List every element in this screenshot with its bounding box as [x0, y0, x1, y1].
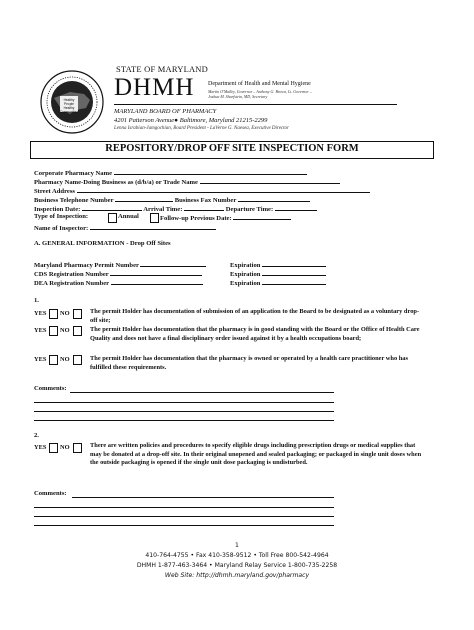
permit-number-label: Maryland Pharmacy Permit Number	[34, 262, 139, 269]
q2-no-label: NO	[60, 444, 70, 451]
q1b-no-label: NO	[60, 327, 70, 334]
type-of-inspection-label: Type of Inspection:	[34, 213, 89, 220]
dea-expiration-field	[230, 278, 326, 287]
header-divider	[114, 104, 397, 105]
permit-expiration-label: Expiration	[230, 262, 261, 269]
street-address-line[interactable]	[77, 186, 370, 193]
q1-comments-label: Comments:	[34, 385, 67, 392]
page-number: 1	[235, 542, 239, 549]
permit-expiration-field	[230, 260, 326, 269]
officials-line-1: Martin O'Malley, Governor – Anthony G. Brown, Lt. Governor –	[208, 89, 312, 94]
business-fax-line[interactable]	[238, 195, 310, 202]
dea-expiration-label: Expiration	[230, 280, 261, 287]
dhmh-seal-logo	[40, 70, 104, 134]
website-link[interactable]: http://dhmh.maryland.gov/pharmacy	[196, 572, 310, 579]
q1c-no-checkbox[interactable]	[73, 355, 82, 365]
officials-line-2: Joshua M. Sharfstein, MD, Secretary	[208, 94, 268, 99]
permit-number-line[interactable]	[140, 260, 206, 267]
department-name: Department of Health and Mental Hygiene	[208, 81, 311, 87]
q1-comment-line-4[interactable]	[34, 420, 334, 421]
inspection-date-label: Inspection Date:	[34, 206, 81, 213]
question-1-number: 1.	[34, 297, 39, 304]
q2-text: There are written policies and procedures to specify eligible drugs including prescription drugs or medical supplies that may be donated at a drop-off site. In their original unopened and sealed packaging; or packaged in single unit doses when the outside packaging is opened if the single unit dose packaging is undisturbed.	[90, 442, 422, 467]
q1-comment-line-1[interactable]	[70, 392, 334, 393]
pharmacy-dba-field	[34, 177, 340, 186]
corporate-pharmacy-name-line[interactable]	[114, 168, 307, 175]
follow-up-checkbox[interactable]	[150, 213, 159, 223]
inspection-date-line[interactable]	[82, 204, 142, 211]
inspector-name-field	[34, 223, 216, 232]
svg-text:People: People	[64, 102, 74, 106]
q2-comment-line-2[interactable]	[34, 507, 334, 508]
cds-number-field	[34, 269, 202, 278]
q1a-yes-label: YES	[34, 310, 47, 317]
section-a-heading: A. GENERAL INFORMATION - Drop Off Sites	[34, 240, 171, 247]
state-label: STATE OF MARYLAND	[116, 64, 208, 74]
cds-expiration-label: Expiration	[230, 271, 261, 278]
board-name: MARYLAND BOARD OF PHARMACY	[114, 108, 217, 115]
business-phone-label: Business Telephone Number	[34, 197, 114, 204]
previous-date-label: Previous Date:	[190, 215, 232, 222]
q2-no-checkbox[interactable]	[73, 443, 82, 453]
q1-comment-line-3[interactable]	[34, 411, 334, 412]
q1a-no-label: NO	[60, 310, 70, 317]
departure-time-label: Departure Time:	[225, 206, 274, 213]
agency-name: DHMH	[114, 74, 195, 101]
footer-website	[0, 572, 474, 579]
arrival-time-line[interactable]	[184, 204, 224, 211]
footer-contact-1: 410-764-4755 • Fax 410-358-9512 • Toll Free 800-542-4964	[145, 552, 329, 559]
dea-number-field	[34, 278, 203, 287]
pharmacy-dba-line[interactable]	[200, 177, 340, 184]
q1c-yes-checkbox[interactable]	[49, 355, 58, 365]
svg-text:Healthy: Healthy	[63, 98, 75, 102]
annual-checkbox[interactable]	[108, 213, 117, 223]
dea-number-label: DEA Registration Number	[34, 280, 109, 287]
cds-number-line[interactable]	[110, 269, 202, 276]
q1c-text: The permit Holder has documentation that the pharmacy is owned or operated by a health care practitioner who has fulfilled these requirements.	[90, 355, 408, 371]
previous-date-line[interactable]	[233, 213, 291, 220]
q2-comment-line-3[interactable]	[34, 516, 334, 517]
street-address-label: Street Address	[34, 188, 75, 195]
corporate-pharmacy-name-label: Corporate Pharmacy Name	[34, 170, 113, 177]
street-address-field	[34, 186, 370, 195]
footer-contact-2: DHMH 1-877-463-3464 • Maryland Relay Service 1-800-735-2258	[136, 562, 338, 569]
board-officials: Lenna Israbian-Jamgochian, Board President - LaVerne G. Naesea, Executive Director	[114, 126, 289, 131]
q1b-yes-checkbox[interactable]	[49, 326, 58, 336]
cds-number-label: CDS Registration Number	[34, 271, 109, 278]
form-title-box	[30, 141, 434, 159]
q2-comments-label: Comments:	[34, 490, 67, 497]
q1c-yes-label: YES	[34, 356, 47, 363]
inspector-name-line[interactable]	[90, 223, 216, 230]
departure-time-line[interactable]	[275, 204, 317, 211]
q1-comment-line-2[interactable]	[34, 402, 334, 403]
corporate-pharmacy-name-field	[34, 168, 307, 177]
q1b-no-checkbox[interactable]	[73, 326, 82, 336]
website-label: Web Site:	[164, 572, 195, 579]
q2-comment-line-1[interactable]	[72, 497, 334, 498]
cds-expiration-line[interactable]	[262, 269, 326, 276]
inspector-name-label: Name of Inspector:	[34, 225, 89, 232]
permit-expiration-line[interactable]	[262, 260, 326, 267]
q2-comment-line-4[interactable]	[34, 525, 334, 526]
dea-expiration-line[interactable]	[262, 278, 326, 285]
business-phone-field	[34, 195, 310, 204]
type-of-inspection-field	[34, 213, 88, 220]
svg-text:Healthy: Healthy	[63, 106, 75, 110]
q2-yes-label: YES	[34, 444, 47, 451]
q1a-yes-checkbox[interactable]	[49, 309, 58, 319]
svg-text:Communities: Communities	[59, 110, 79, 114]
follow-up-prev-date	[160, 213, 291, 222]
dea-number-line[interactable]	[111, 278, 203, 285]
q1a-text: The permit Holder has documentation of submission of an application to the Board to be designated as a voluntary drop-off site;	[90, 308, 420, 324]
q1b-yes-label: YES	[34, 327, 47, 334]
annual-label: Annual	[118, 213, 139, 220]
business-phone-line[interactable]	[115, 195, 173, 202]
q1b-text: The permit Holder has documentation that the pharmacy is in good standing with the Board or the Office of Health Care Quality and does not have a final disciplinary order issued against it by a health occupations board;	[90, 326, 420, 342]
q2-yes-checkbox[interactable]	[49, 443, 58, 453]
q1c-no-label: NO	[60, 356, 70, 363]
q1a-no-checkbox[interactable]	[73, 309, 82, 319]
arrival-time-label: Arrival Time:	[143, 206, 183, 213]
business-fax-label: Business Fax Number	[174, 197, 237, 204]
question-2-number: 2.	[34, 432, 39, 439]
form-title: REPOSITORY/DROP OFF SITE INSPECTION FORM	[105, 143, 359, 154]
inspection-date-field	[34, 204, 317, 213]
cds-expiration-field	[230, 269, 326, 278]
permit-number-field	[34, 260, 206, 269]
follow-up-label: Follow-up	[160, 215, 189, 222]
pharmacy-dba-label: Pharmacy Name-Doing Business as (d/b/a) or Trade Name	[34, 179, 198, 186]
board-address: 4201 Patterson Avenue● Baltimore, Maryland 21215-2299	[114, 117, 268, 124]
